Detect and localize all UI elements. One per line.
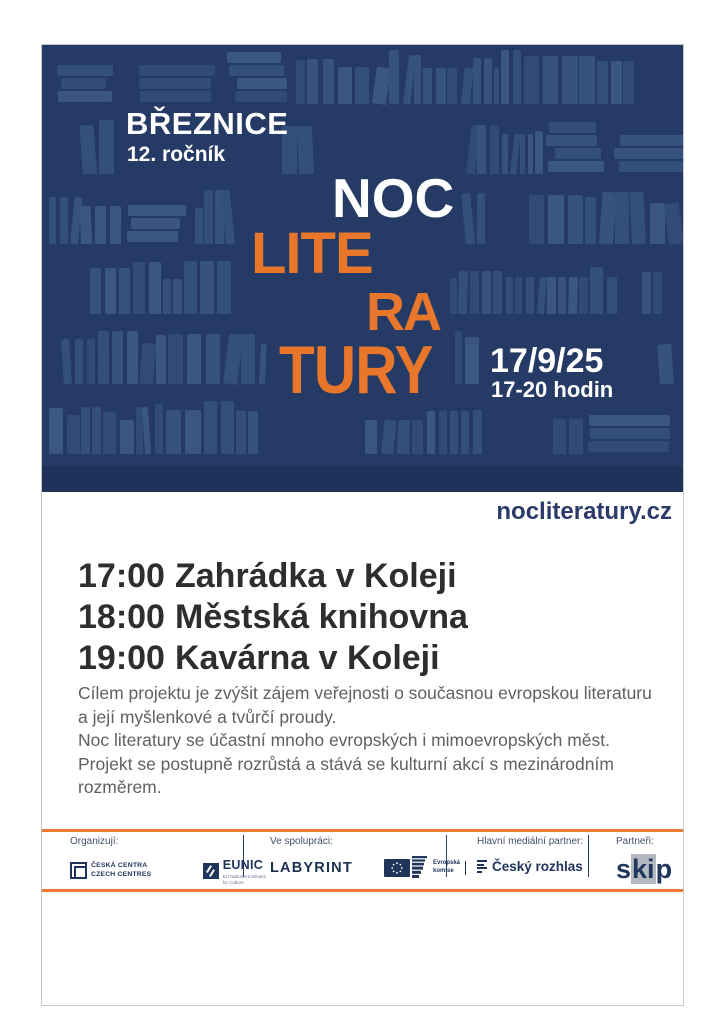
czech-radio-name: Český rozhlas <box>492 859 583 874</box>
ec-line2: komise <box>432 868 454 874</box>
czech-radio-icon <box>477 860 487 873</box>
schedule-row <box>78 556 468 597</box>
ec-line1: Evropská <box>432 860 460 867</box>
partners-label: Partneři: <box>616 836 654 847</box>
footer-bottom-rule <box>42 889 683 892</box>
footer-section-organizers <box>70 836 266 886</box>
labyrint-logo: LABYRINT <box>270 860 353 876</box>
media-partner-label: Hlavní mediální partner: <box>477 836 584 847</box>
eu-flag-icon <box>384 856 430 880</box>
edition-label: 12. ročník <box>127 143 226 166</box>
title-line-lite: LITE <box>251 221 373 286</box>
czech-centres-line2: CZECH CENTRES <box>91 870 152 878</box>
footer-top-rule <box>42 829 683 832</box>
schedule-venue: Městská knihovna <box>175 598 468 636</box>
description-line: Projekt se postupně rozrůstá a stává se kulturní akcí s mezinárodním rozměrem. <box>78 753 614 797</box>
skip-logo <box>616 856 704 883</box>
title-line-noc: NOC <box>332 167 455 229</box>
hero-panel <box>42 45 683 492</box>
description-line: a její myšlenkové a tvůrčí proudy. <box>78 706 337 727</box>
eunic-logo <box>203 856 266 886</box>
organizers-label: Organizují: <box>70 836 119 847</box>
skip-s: s <box>616 854 632 884</box>
czech-radio-logo <box>477 859 589 874</box>
schedule-venue: Kavárna v Koleji <box>175 639 440 677</box>
czech-centres-icon <box>70 862 87 879</box>
schedule-time: 18:00 <box>78 598 165 636</box>
description-line: Cílem projektu je zvýšit zájem veřejnosti o současnou evropskou literaturu <box>78 683 652 703</box>
eunic-subtitle: for Culture <box>222 879 244 885</box>
title-line-ra: RA <box>366 282 440 342</box>
schedule-time: 17:00 <box>78 557 165 595</box>
schedule-row <box>78 597 468 638</box>
shelf-strip <box>42 466 683 492</box>
cooperation-label: Ve spolupráci: <box>270 836 333 847</box>
eunic-name: EUNIC <box>222 858 264 872</box>
schedule-venue: Zahrádka v Koleji <box>175 557 457 595</box>
czech-centres-line1: ČESKÁ CENTRA <box>91 862 148 870</box>
schedule-row <box>78 638 468 679</box>
czech-centres-logo <box>70 862 151 880</box>
ec-rule <box>465 861 466 875</box>
skip-p: p <box>655 854 673 884</box>
project-description <box>78 682 683 800</box>
title-line-tury: TURY <box>279 332 433 408</box>
event-date: 17/9/25 <box>490 342 604 380</box>
event-time: 17-20 hodin <box>491 377 614 402</box>
footer-section-cooperation <box>270 836 466 880</box>
schedule-list <box>78 556 468 679</box>
footer-section-partners <box>616 836 704 883</box>
website-link[interactable]: nocliteratury.cz <box>496 498 672 525</box>
eunic-icon <box>203 863 219 879</box>
schedule-time: 19:00 <box>78 639 165 677</box>
european-commission-logo <box>384 856 466 880</box>
description-line: Noc literatury se účastní mnoho evropských i mimoevropských měst. <box>78 730 610 750</box>
skip-ki: ki <box>632 854 655 884</box>
poster-page <box>41 44 684 1006</box>
footer-section-media-partner <box>477 836 589 874</box>
city-title: BŘEZNICE <box>126 106 289 141</box>
eunic-subtitle: EU National Institutes <box>222 874 266 879</box>
